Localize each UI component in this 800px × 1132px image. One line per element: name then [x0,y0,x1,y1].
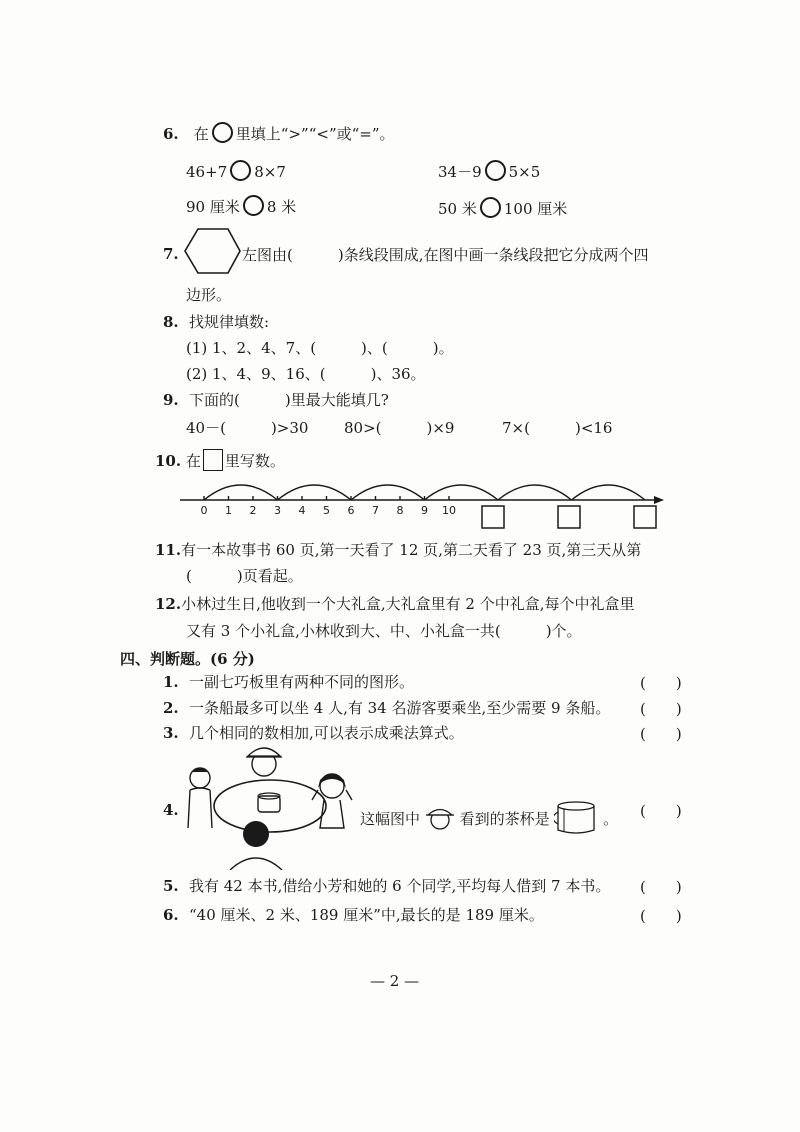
judge-item-4-text [360,800,618,836]
child-hat-icon [425,804,455,832]
inequality-3: 7×( )<16 [502,419,613,437]
inequality-1: 40－( )>30 [186,419,309,437]
back-head-icon [243,821,269,847]
inequality-2: 80>( )×9 [344,419,455,437]
question-number: 10. [155,452,182,470]
question-number: 5. [163,877,179,895]
compare-item-1 [186,160,286,182]
answer-box[interactable] [482,506,504,528]
answer-paren[interactable]: ( ) [640,700,682,718]
question-11-text-continued: ( )页看起。 [186,567,303,585]
number-line-label: 0 [200,504,208,517]
number-line-label: 5 [323,504,330,517]
question-7-text-continued: 边形。 [186,286,232,304]
judge-item-6 [163,905,544,925]
question-11 [155,540,641,560]
sequence-line-2: (2) 1、4、9、16、( )、36。 [186,365,426,383]
table-scene-illustration [180,742,360,870]
number-line-label: 9 [421,504,428,517]
question-text: 下面的( )里最大能填几? [189,391,389,409]
question-number: 4. [163,801,179,819]
compare-item-2 [438,160,540,182]
question-number: 3. [163,724,179,742]
question-number: 9. [163,391,179,409]
question-text: 一条船最多可以坐 4 人,有 34 名游客要乘坐,至少需要 9 条船。 [189,699,611,717]
question-number: 12. [155,595,182,613]
question-number: 7. [163,245,179,263]
number-line-label: 8 [396,504,404,517]
jump-arc [204,485,278,500]
circle-blank-icon [212,122,233,143]
compare-right: 100 厘米 [503,200,568,218]
answer-paren[interactable]: ( ) [640,907,682,925]
compare-left: 90 厘米 [186,198,240,216]
question-text: 我有 42 本书,借给小芳和她的 6 个同学,平均每人借到 7 本书。 [189,877,611,895]
question-number: 6. [163,906,179,924]
question-text: 看到的茶杯是 [459,810,550,828]
question-text: 里写数。 [224,452,285,470]
table-shape [214,780,326,832]
compare-right: 8 米 [266,198,297,216]
question-text: 有一本故事书 60 页,第一天看了 12 页,第二天看了 23 页,第三天从第 [181,541,642,559]
compare-item-4 [438,197,567,219]
hexagon-figure [182,225,242,277]
number-line-label: 7 [372,504,379,517]
question-8 [163,312,269,332]
question-lead: 在 [193,125,209,143]
question-text: 。 [603,810,619,828]
question-text: 里填上“>”“<”或“=”。 [235,125,395,143]
teacup-side-view-icon [554,800,598,836]
question-text: 这幅图中 [360,810,421,828]
question-lead: 在 [185,452,201,470]
question-7-text: 左图由( )条线段围成,在图中画一条线段把它分成两个四 [242,246,649,264]
compare-left: 34－9 [438,163,482,181]
question-number: 2. [163,699,179,717]
arrow-head-icon [654,496,664,504]
question-number: 1. [163,673,179,691]
question-number: 8. [163,313,179,331]
question-text: 几个相同的数相加,可以表示成乘法算式。 [189,724,464,742]
question-number: 6. [163,125,179,143]
question-text: 小林过生日,他收到一个大礼盒,大礼盒里有 2 个中礼盒,每个中礼盒里 [181,595,635,613]
answer-box[interactable] [634,506,656,528]
jump-arc [425,485,499,500]
jump-arc [278,485,352,500]
answer-paren[interactable]: ( ) [640,674,682,692]
compare-right: 8×7 [254,163,286,181]
page-number: — 2 — [370,972,420,990]
compare-item-3 [186,195,296,217]
jump-arc [351,485,425,500]
sequence-line-1: (1) 1、2、4、7、( )、( )。 [186,339,454,357]
question-text: 一副七巧板里有两种不同的图形。 [189,673,415,691]
judge-item-3 [163,723,464,743]
question-12-text-continued: 又有 3 个小礼盒,小林收到大、中、小礼盒一共( )个。 [186,622,582,640]
answer-paren[interactable]: ( ) [640,725,682,743]
answer-paren[interactable]: ( ) [640,878,682,896]
number-line-label: 10 [442,504,456,517]
question-6 [163,122,395,144]
answer-circle[interactable] [480,197,501,218]
question-12 [155,594,635,614]
compare-left: 50 米 [438,200,477,218]
answer-box[interactable] [558,506,580,528]
answer-paren[interactable]: ( ) [640,802,682,820]
judge-item-1 [163,672,414,692]
number-line-label: 3 [274,504,281,517]
answer-circle[interactable] [230,160,251,181]
compare-right: 5×5 [508,163,541,181]
judge-item-2 [163,698,610,718]
number-line-label: 1 [225,504,232,517]
number-line-label: 6 [347,504,355,517]
question-number: 11. [155,541,182,559]
number-line-label: 2 [249,504,257,517]
question-9 [163,390,389,410]
section-title: 四、判断题。(6 分) [120,650,255,668]
jump-arc [498,485,572,500]
jump-arc [572,485,646,500]
question-text: 找规律填数: [189,313,270,331]
answer-circle[interactable] [243,195,264,216]
number-line-label: 4 [298,504,306,517]
judge-item-5 [163,876,610,896]
answer-circle[interactable] [485,160,506,181]
compare-left: 46+7 [186,163,228,181]
number-line [176,466,666,534]
question-text: “40 厘米、2 米、189 厘米”中,最长的是 189 厘米。 [189,906,544,924]
